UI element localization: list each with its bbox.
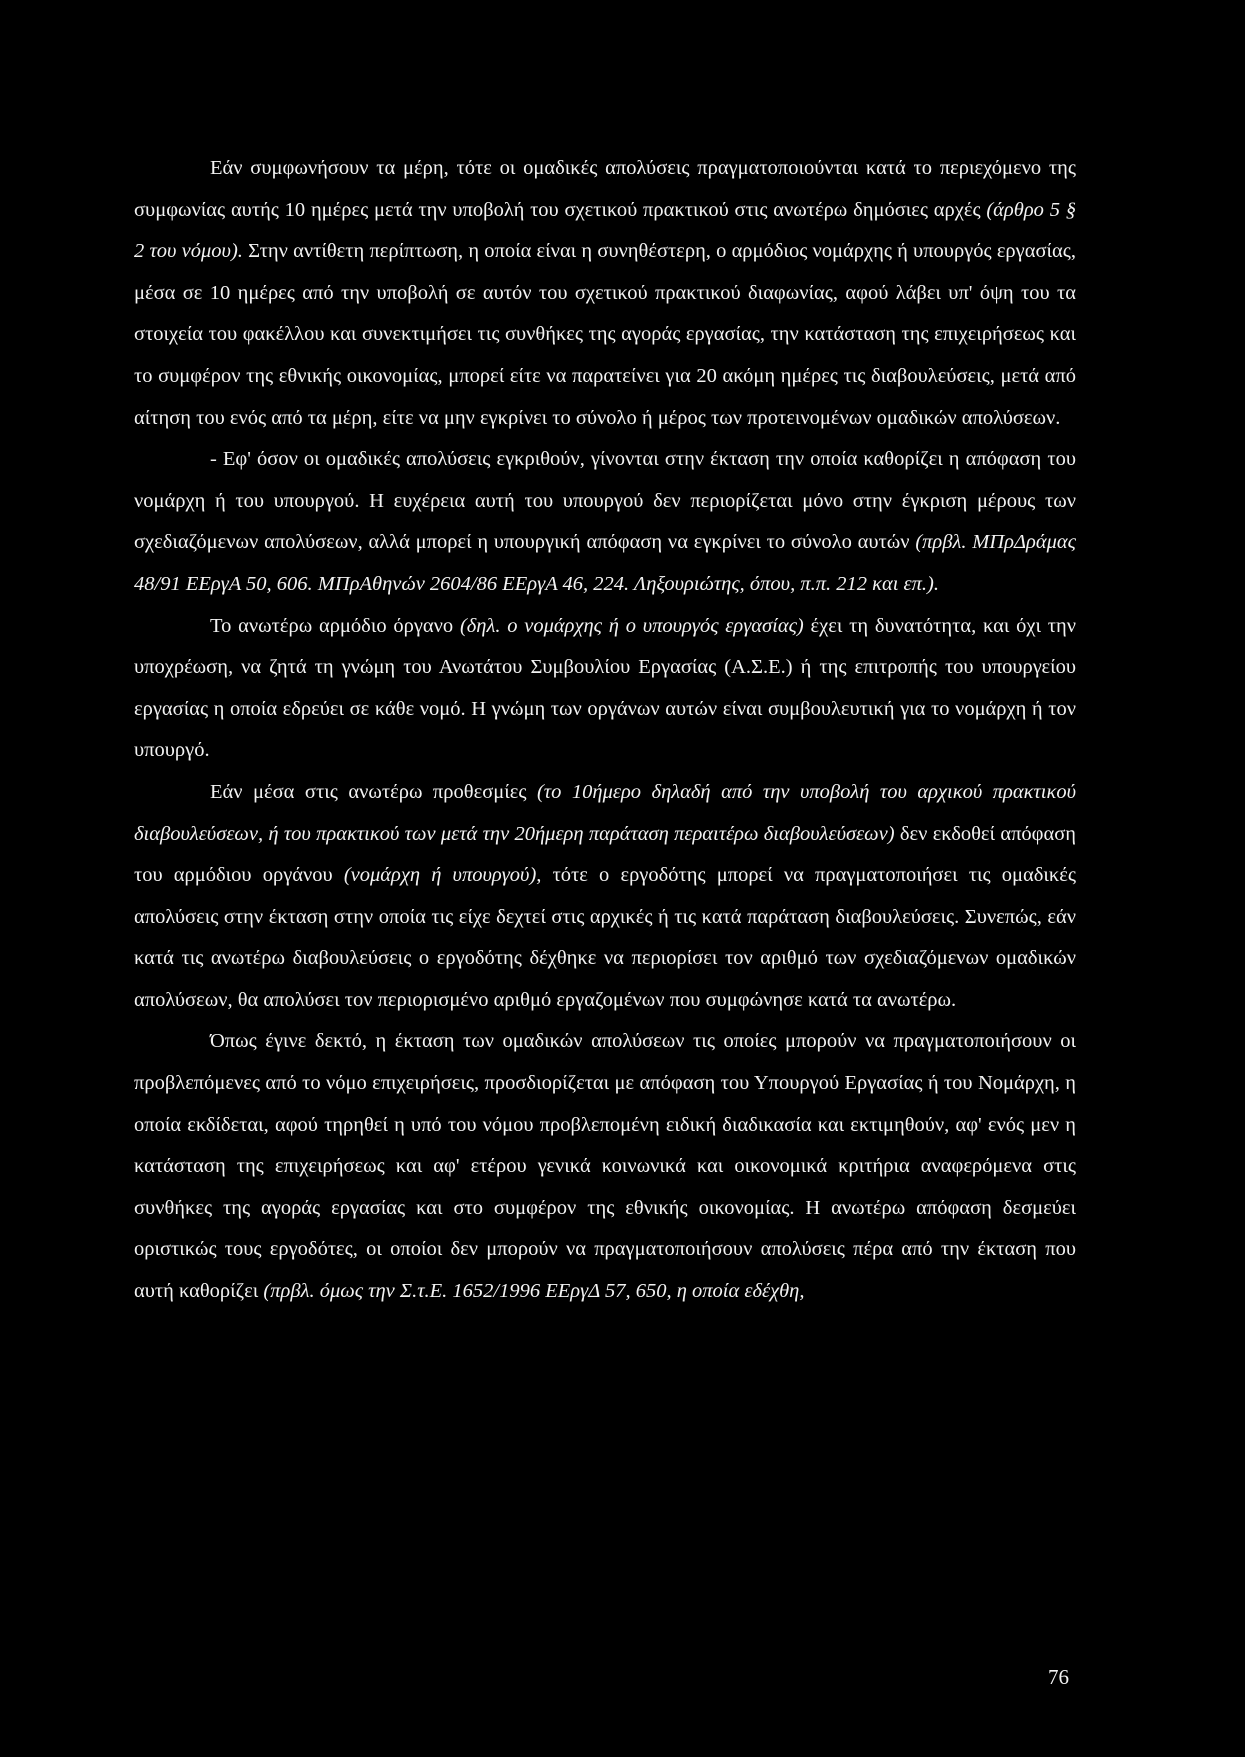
- paragraph-text: Το ανωτέρω αρμόδιο όργανο: [210, 614, 460, 637]
- paragraph-1: [134, 148, 1076, 439]
- page-number: 76: [1048, 1665, 1069, 1689]
- paragraph-text: Εάν μέσα στις ανωτέρω προθεσμίες: [210, 780, 537, 803]
- body-text: [134, 148, 1076, 1313]
- paragraph-text: Όπως έγινε δεκτό, η έκταση των ομαδικών απολύσεων τις οποίες μπορούν να πραγματοποιήσουν οι προβλεπόμενες από το νόμο επιχειρήσεις, προσδιορίζεται με απόφαση του Υπουργού Εργασίας ή του Νομάρχη, η οποία εκδίδεται, αφού τηρηθεί η υπό του νόμου προβλεπομένη ειδική διαδικασία και εκτιμηθούν, αφ' ενός μεν η κατάσταση της επιχειρήσεως και αφ' ετέρου γενικά κοινωνικά και οικονομικά κριτήρια αναφερόμενα στις συνθήκες της αγοράς εργασίας και στο συμφέρον της εθνικής οικονομίας. Η ανωτέρω απόφαση δεσμεύει οριστικώς τους εργοδότες, οι οποίοι δεν μπορούν να πραγματοποιήσουν απολύσεις πέρα από την έκταση που αυτή καθορίζει: [134, 1030, 1076, 1303]
- paragraph-4: [134, 772, 1076, 1022]
- paragraph-text: Στην αντίθετη περίπτωση, η οποία είναι η συνηθέστερη, ο αρμόδιος νομάρχης ή υπουργός εργασίας, μέσα σε 10 ημέρες από την υποβολή σε αυτόν του σχετικού πρακτικού διαφωνίας, αφού λάβει υπ' όψη του τα στοιχεία του φακέλλου και συνεκτιμήσει τις συνθήκες της αγοράς εργασίας, την κατάσταση της επιχειρήσεως και το συμφέρον της εθνικής οικονομίας, μπορεί είτε να παρατείνει για 20 ακόμη ημέρες τις διαβουλεύσεις, μετά από αίτηση του ενός από τα μέρη, είτε να μην εγκρίνει το σύνολο ή μέρος των προτεινομένων ομαδικών απολύσεων.: [134, 240, 1077, 429]
- citation-text: (πρβλ. ΜΠρΔράμας 48/91 ΕΕργΑ 50, 606. ΜΠρΑθηνών 2604/86 ΕΕργΑ 46, 224. Ληξουριώτης, όπου, π.π. 212 και επ.).: [134, 531, 1076, 595]
- paragraph-text: Εάν συμφωνήσουν τα μέρη, τότε οι ομαδικές απολύσεις πραγματοποιούνται κατά το περιεχόμενο της συμφωνίας αυτής 10 ημέρες μετά την υποβολή του σχετικού πρακτικού στις ανωτέρω δημόσιες αρχές: [134, 157, 1076, 221]
- citation-text: (πρβλ. όμως την Σ.τ.Ε. 1652/1996 ΕΕργΔ 57, 650, η οποία εδέχθη,: [263, 1280, 805, 1303]
- paragraph-text: τότε ο εργοδότης μπορεί να πραγματοποιήσει τις ομαδικές απολύσεις στην έκταση στην οποία τις είχε δεχτεί στις αρχικές ή τις κατά παράταση διαβουλεύσεις. Συνεπώς, εάν κατά τις ανωτέρω διαβουλεύσεις ο εργοδότης δέχθηκε να περιορίσει τον αριθμό των σχεδιαζόμενων ομαδικών απολύσεων, θα απολύσει τον περιορισμένο αριθμό εργαζομένων που συμφώνησε κατά τα ανωτέρω.: [134, 864, 1076, 1011]
- citation-text: (νομάρχη ή υπουργού),: [343, 864, 542, 887]
- paragraph-text: έχει τη δυνατότητα, και όχι την υποχρέωση, να ζητά τη γνώμη του Ανωτάτου Συμβουλίου Εργασίας (Α.Σ.Ε.) ή της επιτροπής του υπουργείου εργασίας η οποία εδρεύει σε κάθε νομό. Η γνώμη των οργάνων αυτών είναι συμβουλευτική για το νομάρχη ή τον υπουργό.: [134, 614, 1077, 762]
- paragraph-3: [134, 606, 1076, 772]
- paragraph-text: δεν εκδοθεί απόφαση του αρμόδιου οργάνου: [134, 822, 1077, 887]
- paragraph-2: [134, 439, 1076, 605]
- citation-text: (δηλ. ο νομάρχης ή ο υπουργός εργασίας): [459, 614, 804, 637]
- citation-text: (άρθρο 5 § 2 του νόμου).: [134, 198, 1076, 263]
- paragraph-5: [134, 1021, 1076, 1312]
- citation-text: (το 10ήμερο δηλαδή από την υποβολή του αρχικού πρακτικού διαβουλεύσεων, ή του πρακτικού των μετά την 20ήμερη παράταση περαιτέρω διαβουλεύσεων): [134, 780, 1076, 845]
- paragraph-text: - Εφ' όσον οι ομαδικές απολύσεις εγκριθούν, γίνονται στην έκταση την οποία καθορίζει η απόφαση του νομάρχη ή του υπουργού. Η ευχέρεια αυτή του υπουργού δεν περιορίζεται μόνο στην έγκριση μέρους των σχεδιαζόμενων απολύσεων, αλλά μπορεί η υπουργική απόφαση να εγκρίνει το σύνολο αυτών: [134, 448, 1076, 554]
